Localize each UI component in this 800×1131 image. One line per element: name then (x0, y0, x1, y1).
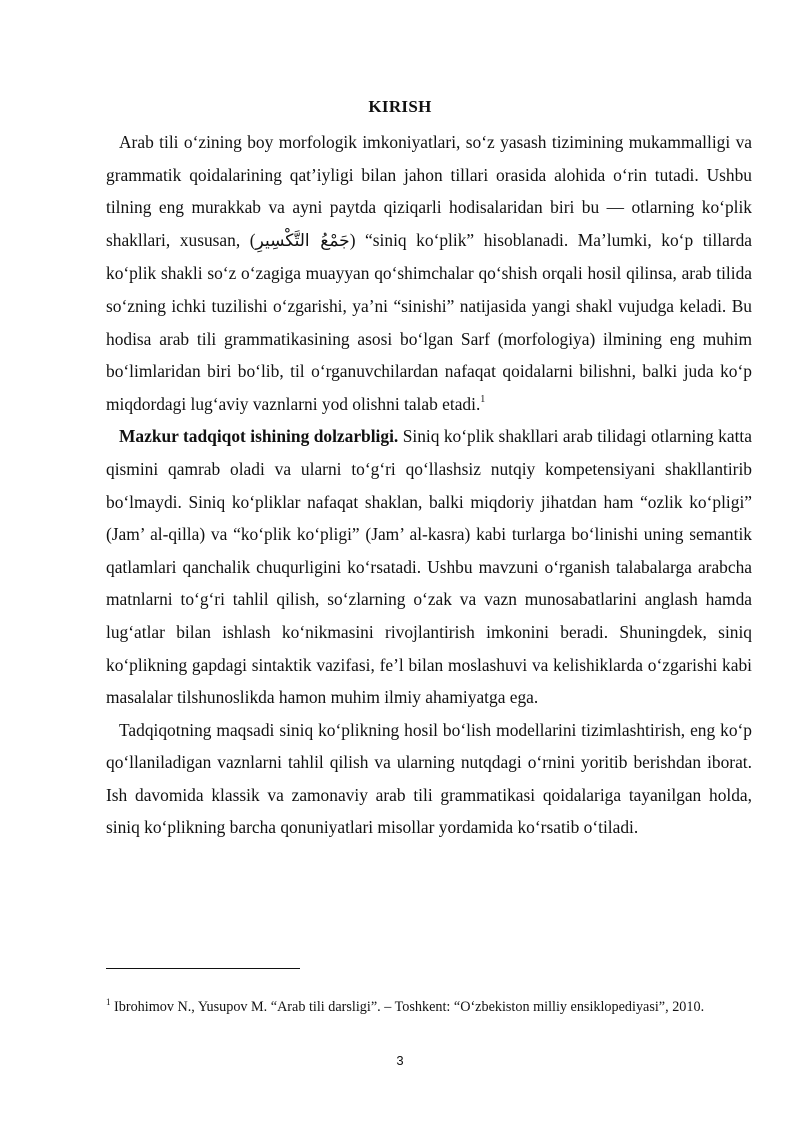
intro-text-end: ) “siniq ko‘plik” hisoblanadi. Ma’lumki, ko‘p tillarda ko‘plik shakli so‘z o‘zagiga muayyan qo‘shimchalar qo‘shish orqali hosil qilinsa, arab tilida so‘zning ichki tuzilishi o‘zgarishi, ya’ni “sinishi” natijasida yangi shakl vujudga keladi. Bu hodisa arab tili grammatikasining asosi bo‘lgan Sarf (morfologiya) ilmining eng muhim bo‘limlaridan biri bo‘lib, til o‘rganuvchilardan nafaqat qoidalarni bilishni, balki juda ko‘p miqdordagi lug‘aviy vaznlarni yod olishni talab etadi. (106, 229, 752, 414)
paragraph-intro (106, 126, 752, 420)
relevance-lead: Mazkur tadqiqot ishining dolzarbligi. (119, 426, 399, 447)
footnote-text: Ibrohimov N., Yusupov M. “Arab tili darsligi”. – Toshkent: “O‘zbekiston milliy ensiklopediyasi”, 2010. (110, 999, 705, 1015)
body-text (106, 126, 752, 844)
section-heading: KIRISH (368, 97, 432, 116)
aim-text: Tadqiqotning maqsadi siniq ko‘plikning hosil bo‘lish modellarini tizimlashtirish, eng ko‘p qo‘llaniladigan vaznlarni tahlil qilish va ularning nutqdagi o‘rnini yoritib berishdan iborat. Ish davomida klassik va zamonaviy arab tili grammatikasi qoidalariga tayanilgan holda, siniq ko‘plikning barcha qonuniyatlari misollar yordamida ko‘rsatib o‘tiladi. (106, 719, 752, 838)
footnote-reference[interactable]: 1 (480, 393, 486, 405)
paragraph-aim (106, 714, 752, 844)
page-number: 3 (396, 1053, 404, 1068)
footnote (106, 998, 752, 1017)
arabic-term: جَمْعُ التَّكْسِيرِ (255, 230, 350, 251)
paragraph-relevance (106, 420, 752, 713)
intro-text-start: Arab tili o‘zining boy morfologik imkoniyatlari, so‘z yasash tizimining mukammalligi va grammatik qoidalarining qat’iyligi bilan jahon tillari orasida alohida o‘rin tutadi. Ushbu tilning eng murakkab va ayni paytda qiziqarli hodisalaridan biri bu — otlarning ko‘plik shakllari, xususan, ( (106, 132, 752, 250)
footnote-marker: 1 (106, 997, 111, 1007)
footnote-separator (106, 968, 300, 969)
relevance-text: Siniq ko‘plik shakllari arab tilidagi otlarning katta qismini qamrab oladi va ularni to‘g‘ri qo‘llashsiz nutqiy kompetensiyani shakllantirib bo‘lmaydi. Siniq ko‘pliklar nafaqat shaklan, balki miqdoriy jihatdan ham “ozlik ko‘pligi” (Jam’ al-qilla) va “ko‘plik ko‘pligi” (Jam’ al-kasra) kabi turlarga bo‘linishi uning semantik qatlamlari qanchalik chuqurligini ko‘rsatadi. Ushbu mavzuni o‘rganish talabalarga arabcha matnlarni to‘g‘ri tahlil qilish, so‘zlarning o‘zak va vazn munosabatlarini anglash hamda lug‘atlar bilan ishlash ko‘nikmasini rivojlantirish imkonini beradi. Shuningdek, siniq ko‘plikning gapdagi sintaktik vazifasi, fe’l bilan moslashuvi va kelishiklarda o‘zgarishi kabi masalalar tilshunoslikda hamon muhim ilmiy ahamiyatga ega. (106, 426, 752, 708)
